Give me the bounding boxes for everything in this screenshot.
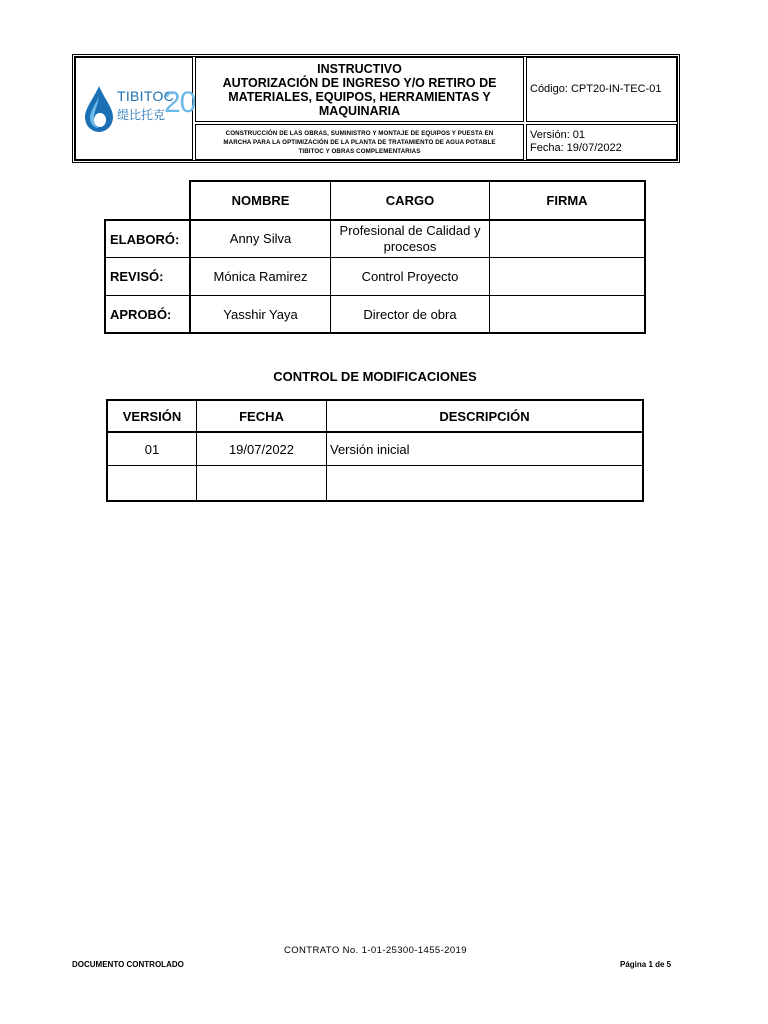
version-date-cell: [526, 124, 677, 160]
project-subtitle-cell: [195, 124, 524, 160]
modification-description-empty: [330, 466, 640, 500]
elaboro-role-line-1: Profesional de Calidad y: [339, 223, 481, 238]
modifications-header-fecha: FECHA: [239, 408, 284, 424]
reviso-signature: [490, 258, 644, 295]
water-drop-icon: [82, 84, 116, 134]
footer-page-number: Página 1 de 5: [620, 960, 672, 969]
logo-number: 20: [164, 86, 196, 119]
reviso-name: Mónica Ramirez: [213, 268, 308, 284]
document-version: Versión: 01: [530, 129, 586, 141]
row-label-reviso: REVISÓ:: [110, 269, 164, 284]
footer-document-status: DOCUMENTO CONTROLADO: [72, 960, 184, 969]
elaboro-signature: [490, 221, 644, 257]
logo-cell: [75, 57, 196, 160]
row-label-aprobo: APROBÓ:: [110, 307, 172, 322]
document-title-cell: [195, 57, 524, 122]
subtitle-line-1: CONSTRUCCIÓN DE LAS OBRAS, SUMINISTRO Y MONTAJE DE EQUIPOS Y PUESTA EN: [225, 129, 494, 137]
elaboro-role: [331, 221, 489, 257]
logo-chinese-text: [117, 106, 165, 123]
title-line-1: INSTRUCTIVO: [317, 61, 402, 76]
logo-chinese: 缇比托克: [117, 108, 166, 122]
subtitle-line-2: MARCHA PARA LA OPTIMIZACIÓN DE LA PLANTA DE TRATAMIENTO DE AGUA POTABLE: [223, 138, 496, 146]
elaboro-role-line-2: procesos: [383, 239, 437, 254]
subtitle-line-3: TIBITOC Y OBRAS COMPLEMENTARIAS: [298, 147, 421, 155]
logo-brand: TIBITOC: [117, 88, 175, 104]
aprobo-signature: [490, 296, 644, 333]
title-line-3: MATERIALES, EQUIPOS, HERRAMIENTAS Y: [228, 89, 491, 104]
approvals-header-cargo: CARGO: [385, 193, 435, 208]
title-line-4: MAQUINARIA: [318, 103, 401, 118]
tibitoc-logo: [80, 80, 196, 138]
modification-date-empty: [197, 466, 326, 500]
modification-description: Versión inicial: [330, 441, 410, 457]
approvals-header-nombre: NOMBRE: [231, 193, 290, 208]
aprobo-role: Director de obra: [363, 306, 457, 322]
approvals-header-firma: FIRMA: [546, 193, 588, 208]
document-date: Fecha: 19/07/2022: [530, 142, 622, 154]
modifications-title: CONTROL DE MODIFICACIONES: [273, 368, 477, 384]
modification-version: 01: [144, 441, 160, 457]
aprobo-name: Yasshir Yaya: [223, 306, 298, 322]
modifications-header-divider: [108, 431, 642, 433]
title-line-2: AUTORIZACIÓN DE INGRESO Y/O RETIRO DE: [222, 75, 497, 90]
logo-number-text: [164, 86, 195, 120]
elaboro-name: Anny Silva: [229, 231, 292, 246]
modification-date: 19/07/2022: [228, 441, 295, 457]
document-code: Código: CPT20-IN-TEC-01: [530, 83, 662, 95]
modifications-header-descripcion: DESCRIPCIÓN: [439, 408, 530, 424]
reviso-role: Control Proyecto: [361, 268, 459, 284]
document-code-cell: [526, 57, 677, 122]
footer-contract: CONTRATO No. 1-01-25300-1455-2019: [284, 945, 467, 956]
modifications-header-version: VERSIÓN: [122, 408, 182, 424]
row-label-elaboro: ELABORÓ:: [110, 231, 180, 247]
modification-version-empty: [108, 466, 196, 500]
